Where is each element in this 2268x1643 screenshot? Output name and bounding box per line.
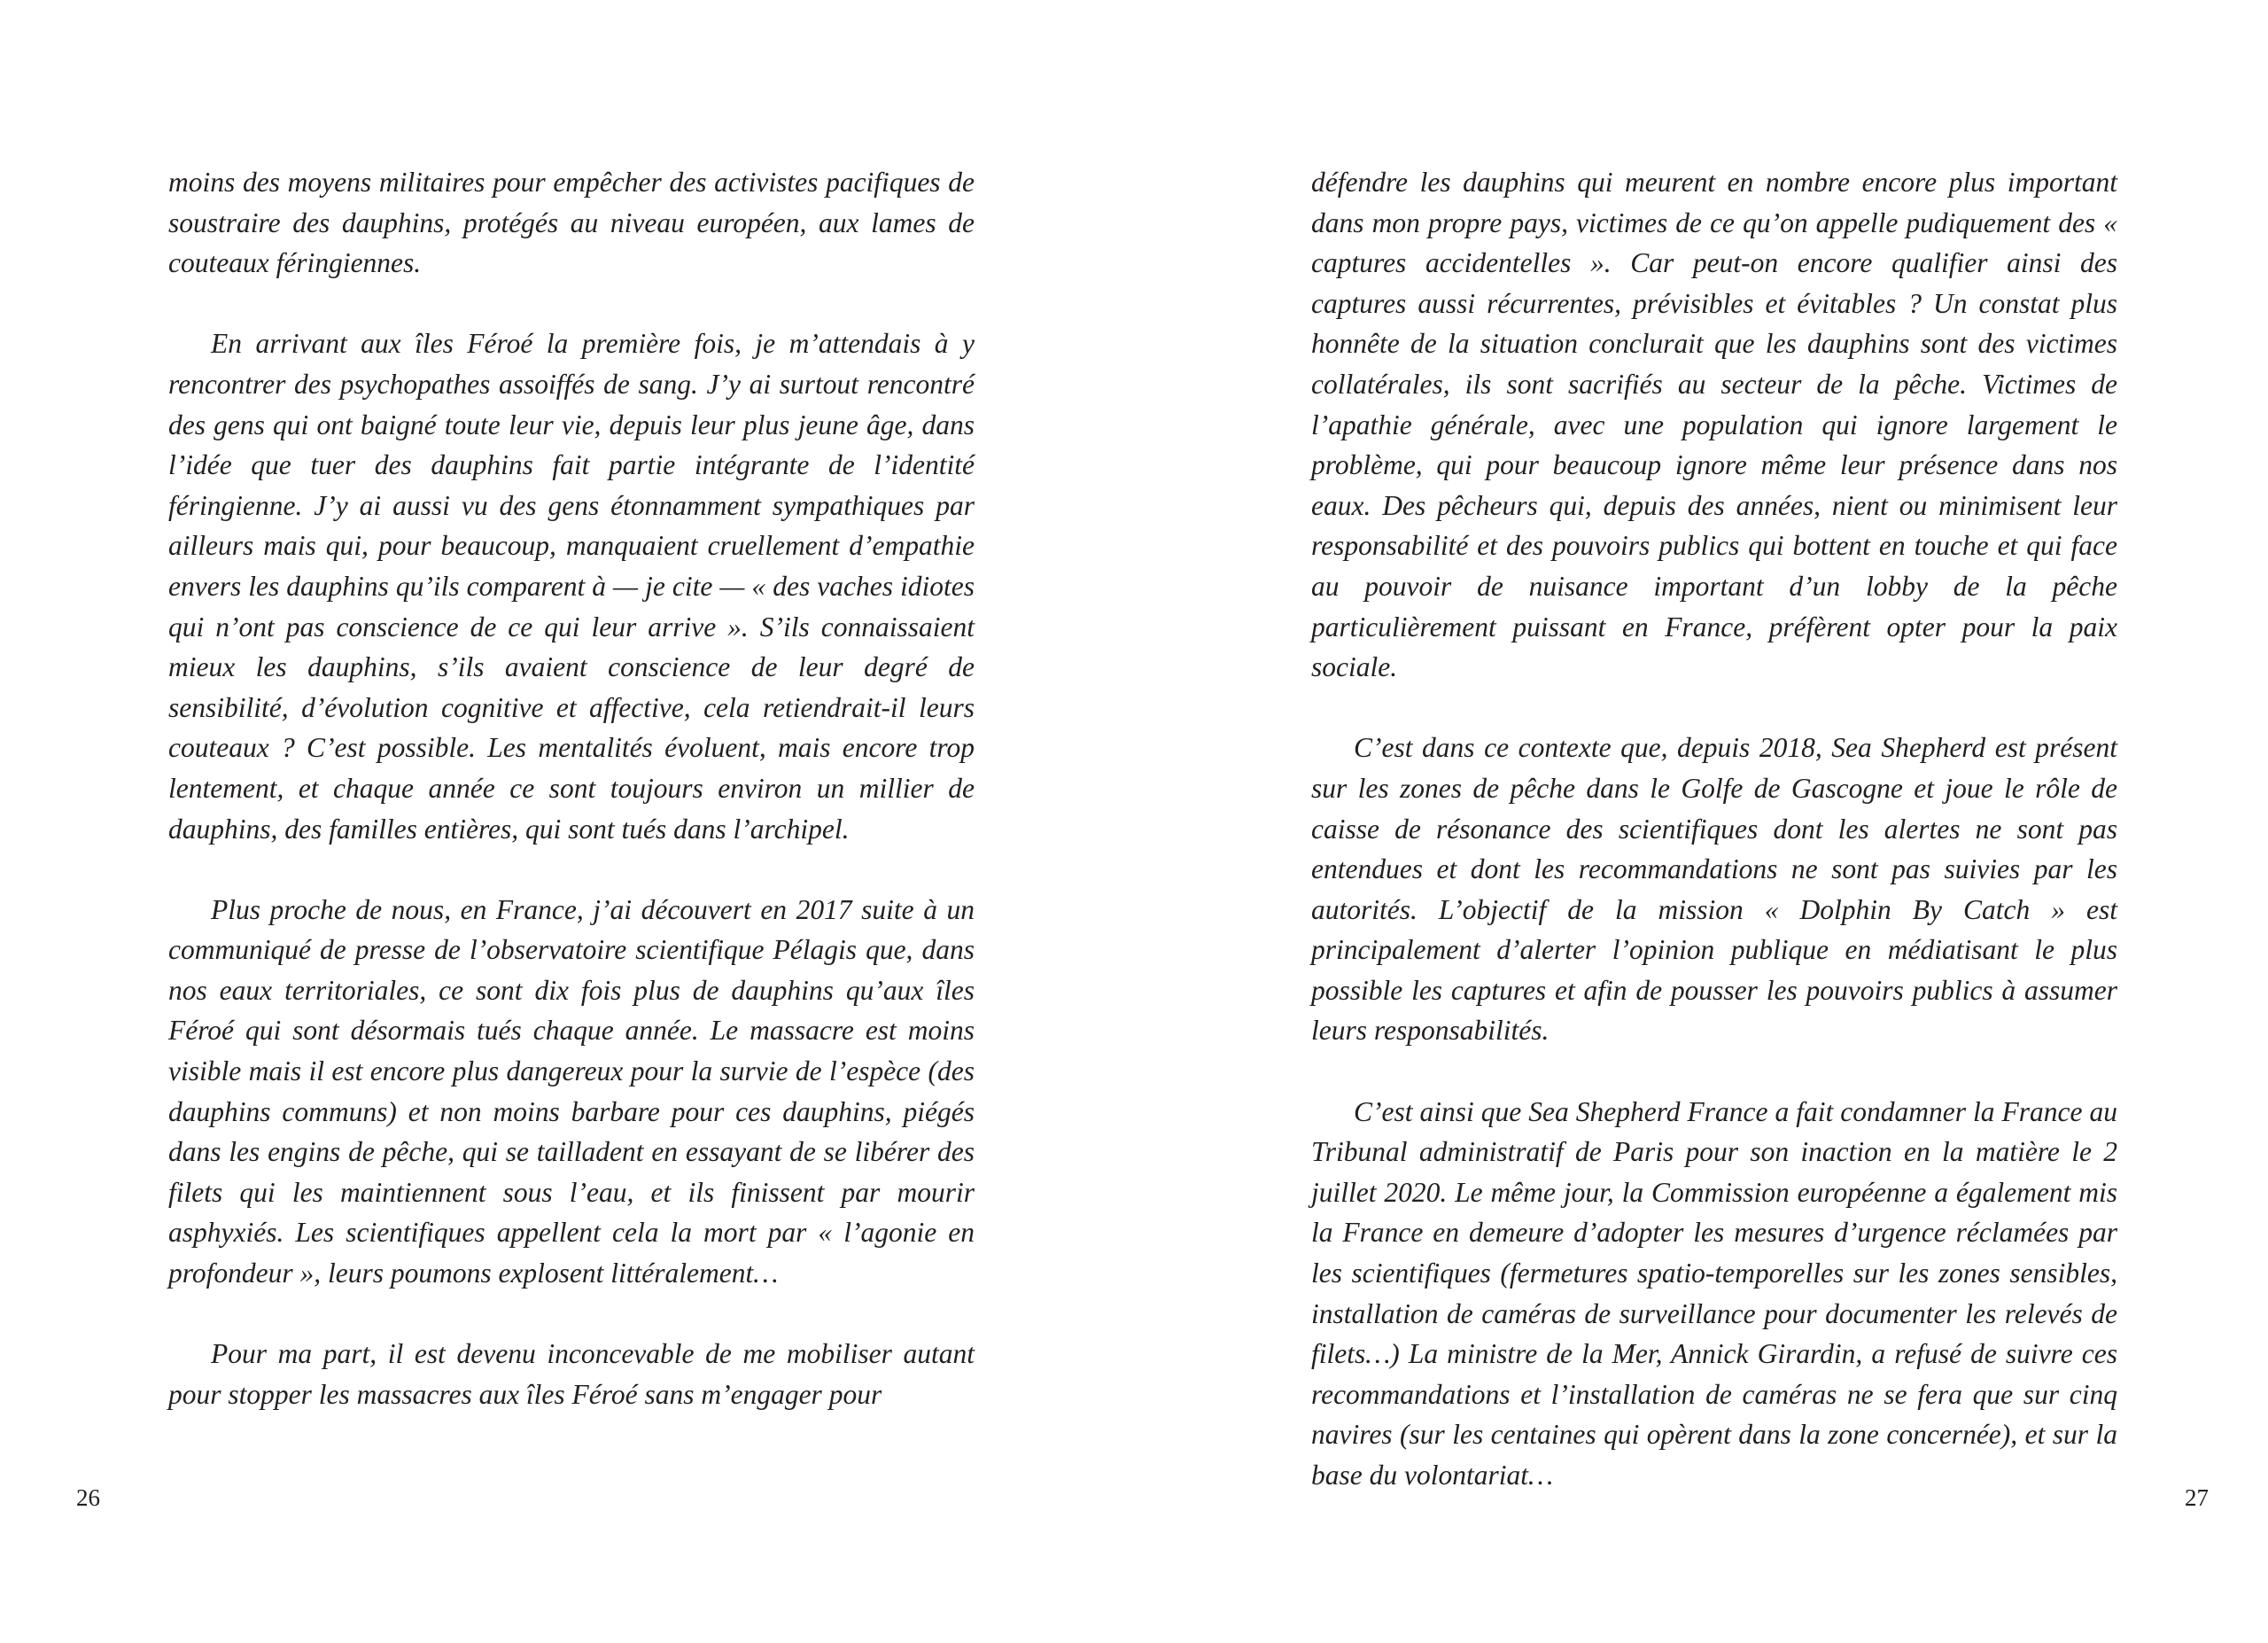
paragraph: Pour ma part, il est devenu inconcevable de me mobiliser autant pour stopper les massacres aux îles Féroé sans m’engager pour — [168, 1338, 975, 1410]
paragraph-gap — [1311, 1051, 2117, 1092]
right-page — [1134, 0, 2268, 1643]
paragraph: C’est ainsi que Sea Shepherd France a fait condamner la France au Tribunal administratif de Paris pour son inaction en la matière le 2 juillet 2020. Le même jour, la Commission européenne a également mis la France en demeure d’adopter les mesures d’urgence réclamées par les scientifiques (fermetures spatio-temporelles sur les zones sensibles, installation de caméras de surveillance pour documenter les relevés de filets…) La ministre de la Mer, Annick Girardin, a refusé de suivre ces recommandations et l’installation de caméras ne se fera que sur cinq navires (sur les centaines qui opèrent dans la zone concernée), et sur la base du volontariat… — [1311, 1095, 2117, 1491]
right-page-text — [1311, 162, 2117, 1496]
paragraph: défendre les dauphins qui meurent en nombre encore plus important dans mon propre pays, victimes de ce qu’on appelle pudiquement des « captures accidentelles ». Car peut-on encore qualifier ainsi des captures aussi récurrentes, prévisibles et évitables ? Un constat plus honnête de la situation conclurait que les dauphins sont des victimes collatérales, ils sont sacrifiés au secteur de la pêche. Victimes de l’apathie générale, avec une population qui ignore largement le problème, qui pour beaucoup ignore même leur présence dans nos eaux. Des pêcheurs qui, depuis des années, nient ou minimisent leur responsabilité et des pouvoirs publics qui bottent en touche et qui face au pouvoir de nuisance important d’un lobby de la pêche particulièrement puissant en France, préfèrent opter pour la paix sociale. — [1311, 167, 2117, 683]
page-number: 27 — [2185, 1484, 2209, 1511]
paragraph: Plus proche de nous, en France, j’ai découvert en 2017 suite à un communiqué de presse de l’observatoire scientifique Pélagis que, dans nos eaux territoriales, ce sont dix fois plus de dauphins qu’aux îles Féroé qui sont désormais tués chaque année. Le massacre est moins visible mais il est encore plus dangereux pour la survie de l’espèce (des dauphins communs) et non moins barbare pour ces dauphins, piégés dans les engins de pêche, qui se tailladent en essayant de se libérer des filets qui les maintiennent sous l’eau, et ils finissent par mourir asphyxiés. Les scientifiques appellent cela la mort par « l’agonie en profondeur », leurs poumons explosent littéralement… — [168, 893, 975, 1289]
paragraph: En arrivant aux îles Féroé la première fois, je m’attendais à y rencontrer des psychopathes assoiffés de sang. J’y ai surtout rencontré des gens qui ont baigné toute leur vie, depuis leur plus jeune âge, dans l’idée que tuer des dauphins fait partie intégrante de l’identité féringienne. J’y ai aussi vu des gens étonnamment sympathiques par ailleurs mais qui, pour beaucoup, manquaient cruellement d’empathie envers les dauphins qu’ils comparent à — je cite — « des vaches idiotes qui n’ont pas conscience de ce qui leur arrive ». S’ils connaissaient mieux les dauphins, s’ils avaient conscience de leur degré de sensibilité, d’évolution cognitive et affective, cela retiendrait-il leurs couteaux ? C’est possible. Les mentalités évoluent, mais encore trop lentement, et chaque année ce sont toujours environ un millier de dauphins, des familles entières, qui sont tués dans l’archipel. — [168, 328, 975, 845]
paragraph-gap — [168, 849, 975, 890]
paragraph-gap — [168, 1294, 975, 1335]
paragraph-gap — [168, 284, 975, 324]
left-page-text — [168, 162, 975, 1414]
paragraph: moins des moyens militaires pour empêcher des activistes pacifiques de soustraire des dauphins, protégés au niveau européen, aux lames de couteaux féringiennes. — [168, 167, 975, 279]
page-number: 26 — [76, 1484, 100, 1511]
paragraph-gap — [1311, 688, 2117, 728]
paragraph: C’est dans ce contexte que, depuis 2018, Sea Shepherd est présent sur les zones de pêche dans le Golfe de Gascogne et joue le rôle de caisse de résonance des scientifiques dont les alertes ne sont pas entendues et dont les recommandations ne sont pas suivies par les autorités. L’objectif de la mission « Dolphin By Catch » est principalement d’alerter l’opinion publique en médiatisant le plus possible les captures et afin de pousser les pouvoirs publics à assumer leurs responsabilités. — [1311, 732, 2117, 1047]
